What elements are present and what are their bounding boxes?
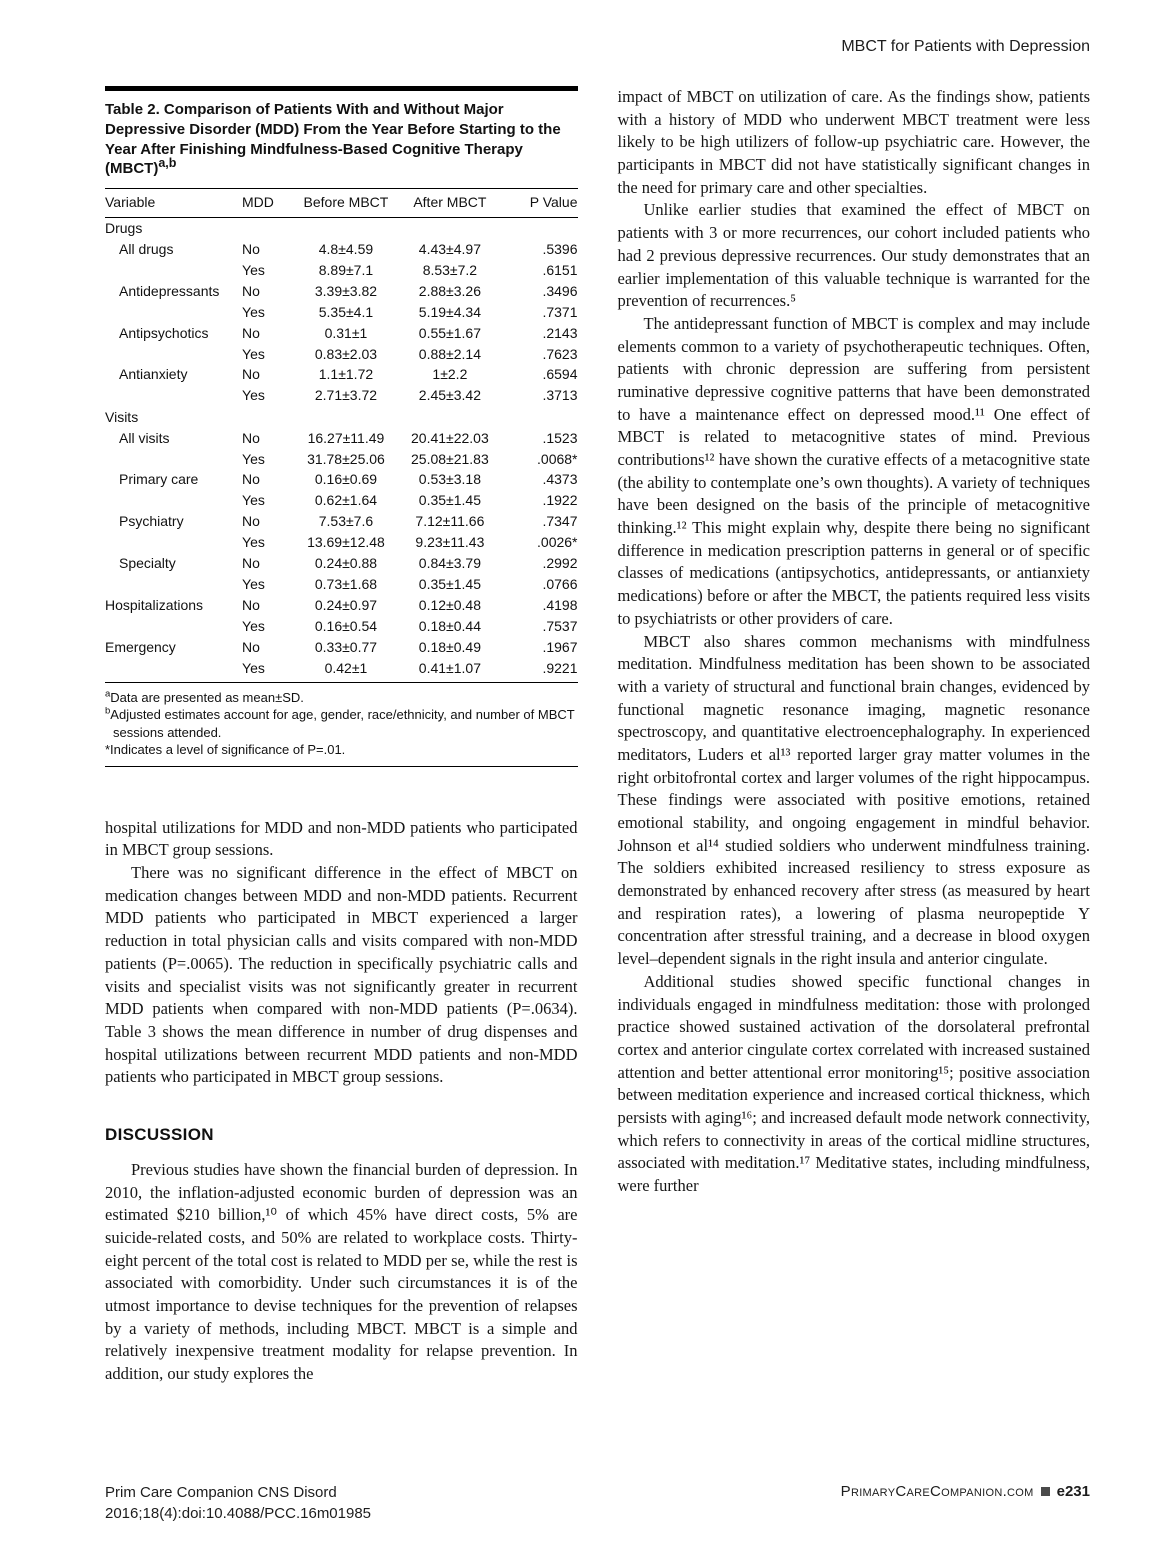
table-row <box>105 240 578 261</box>
table-body <box>105 218 578 682</box>
table-variable-cell: Emergency <box>105 638 176 655</box>
left-column <box>105 86 578 1386</box>
table-after-cell: 2.88±3.26 <box>418 282 481 299</box>
table-pvalue-cell: .7371 <box>542 303 578 320</box>
table-pvalue-cell: .5396 <box>542 241 578 257</box>
table-row <box>105 428 578 449</box>
table-footnote: $^b$Adjusted estimates account for age, gender, race/ethnicity, and number of MBCT sessions attended. <box>105 705 575 740</box>
table-mdd-cell: No <box>242 638 260 655</box>
table-after-cell: 0.18±0.49 <box>418 638 481 655</box>
table-variable-cell <box>105 344 242 365</box>
table-after-cell: 4.43±4.97 <box>418 241 481 257</box>
table-header-row <box>105 189 578 218</box>
table-row <box>105 365 578 386</box>
right-body-text <box>618 86 1091 1198</box>
table-variable-cell: All visits <box>119 429 170 446</box>
table-before-cell: 16.27±11.49 <box>307 429 385 446</box>
table-title-superscript: a,b <box>158 156 177 171</box>
table-after-cell: 1±2.2 <box>432 366 468 383</box>
col-header-variable: Variable <box>105 189 242 218</box>
table-pvalue-cell: .4373 <box>542 471 578 488</box>
table-after-cell: 0.53±3.18 <box>418 471 481 488</box>
table-variable-cell: Antipsychotics <box>119 324 209 341</box>
table-before-cell: 8.89±7.1 <box>318 261 374 278</box>
table-pvalue-cell: .7537 <box>542 617 578 634</box>
table-section-row <box>105 407 578 428</box>
table-after-cell: 0.35±1.45 <box>418 492 481 509</box>
table-pvalue-cell: .0766 <box>542 576 578 592</box>
footer-journal-name: Prim Care Companion CNS Disord <box>105 1484 337 1501</box>
table-section-label: Drugs <box>105 220 143 237</box>
table-before-cell: 0.42±1 <box>294 658 398 682</box>
table-row <box>105 595 578 616</box>
table-before-cell: 0.83±2.03 <box>314 345 378 362</box>
table-pvalue-cell: .2143 <box>542 324 578 341</box>
table-title-bar <box>105 86 578 188</box>
table-after-cell: 2.45±3.42 <box>418 387 481 404</box>
table-row <box>105 512 578 533</box>
table-row <box>105 533 578 554</box>
col-header-pvalue: P Value <box>502 189 578 218</box>
table-variable-cell: Psychiatry <box>119 513 184 530</box>
table-pvalue-cell: .3496 <box>542 282 578 299</box>
table-mdd-cell: Yes <box>242 658 294 682</box>
paragraph: Additional studies showed specific functional changes in individuals engaged in mindfulness meditation: those with prolonged practice showed sustained activation of the dorsolateral prefrontal cortex and anterior cingulate cortex correlated with increased sustained attention and better attentional error monitoring¹⁵; positive association between meditation experience and increased cortical thickness, which persists with aging¹⁶; and increased default mode network connectivity, which refers to connectivity in areas of the cortical midline structures, associated with meditation.¹⁷ Meditative states, including mindfulness, were further <box>617 971 1090 1195</box>
table-after-cell: 9.23±11.43 <box>415 534 485 551</box>
table-after-cell: 7.12±11.66 <box>415 513 485 530</box>
table-pvalue-cell: .6594 <box>542 366 578 383</box>
table-mdd-cell: No <box>242 324 260 341</box>
table-variable-cell <box>105 449 242 470</box>
col-header-before: Before MBCT <box>294 189 398 218</box>
table-mdd-cell: No <box>242 471 260 488</box>
table-after-cell: 0.84±3.79 <box>418 555 481 572</box>
paragraph: Unlike earlier studies that examined the effect of MBCT on patients with 3 or more recurrences, our cohort included patients who had 2 previous depressive recurrences. Our study demonstrates that an earlier implementation of this valuable technique is warranted for the prevention of recurrences.⁵ <box>617 200 1090 311</box>
table-after-cell: 5.19±4.34 <box>418 303 481 320</box>
table-before-cell: 0.16±0.54 <box>314 617 378 634</box>
table-variable-cell <box>105 302 242 323</box>
table-pvalue-cell: .0068* <box>537 450 578 467</box>
left-body-text <box>105 817 578 1089</box>
two-column-layout <box>105 86 1090 1386</box>
discussion-text <box>105 1159 578 1386</box>
table-before-cell: 0.16±0.69 <box>314 471 378 488</box>
paragraph: impact of MBCT on utilization of care. As the findings show, patients with a history of MDD who underwent MBCT treatment were less likely to be high utilizers of follow-up psychiatric care. However, the participants in MBCT did not have statistically significant changes in the need for primary care and other specialties. <box>617 87 1090 197</box>
paragraph: hospital utilizations for MDD and non-MDD patients who participated in MBCT group sessions. <box>105 817 578 860</box>
footer-doi: 2016;18(4):doi:10.4088/PCC.16m01985 <box>105 1505 372 1522</box>
table-before-cell: 31.78±25.06 <box>307 450 385 467</box>
table-row <box>105 616 578 637</box>
table-pvalue-cell: .3713 <box>542 387 578 404</box>
table-after-cell: 20.41±22.03 <box>411 429 489 446</box>
paragraph: Previous studies have shown the financial burden of depression. In 2010, the inflation-adjusted economic burden of depression was an estimated $210 billion,¹⁰ of which 45% have direct costs, 5% are suicide-related costs, and 50% are related to workplace costs. Thirty-eight percent of the total cost is related to MDD per se, while the rest is associated with comorbidity. Under such circumstances it is of the utmost importance to devise techniques for the prevention of relapses by a variety of methods, including MBCT. MBCT is a simple and relatively inexpensive treatment modality for relapse prevention. In addition, our study explores the <box>105 1159 578 1384</box>
table-row <box>105 344 578 365</box>
table-pvalue-cell: .9221 <box>502 658 578 682</box>
right-column <box>618 86 1091 1386</box>
comparison-table <box>105 188 578 682</box>
table-mdd-cell: Yes <box>242 345 265 362</box>
footer-square-icon <box>1041 1487 1050 1496</box>
table-before-cell: 2.71±3.72 <box>314 387 378 404</box>
col-header-after: After MBCT <box>398 189 502 218</box>
table-mdd-cell: Yes <box>242 387 265 404</box>
table-after-cell: 0.88±2.14 <box>418 345 481 362</box>
table-variable-cell: Specialty <box>119 555 176 572</box>
table-pvalue-cell: .6151 <box>542 261 578 278</box>
table-variable-cell: All drugs <box>119 241 174 257</box>
table-after-cell: 0.12±0.48 <box>418 596 481 613</box>
table-before-cell: 13.69±12.48 <box>307 534 385 551</box>
footer-page-number: e231 <box>1056 1483 1090 1500</box>
table-variable-cell <box>105 491 242 512</box>
table-row <box>105 491 578 512</box>
table-after-cell: 8.53±7.2 <box>422 261 478 278</box>
table-after-cell: 0.41±1.07 <box>398 658 502 682</box>
table-before-cell: 0.33±0.77 <box>314 638 378 655</box>
table-mdd-cell: No <box>242 429 260 446</box>
table-mdd-cell: No <box>242 596 260 613</box>
discussion-heading: DISCUSSION <box>105 1124 214 1144</box>
table-mdd-cell: No <box>242 513 260 530</box>
table-pvalue-cell: .0026* <box>537 534 578 551</box>
table-title-text: Table 2. Comparison of Patients With and Without Major Depressive Disorder (MDD) From the Year Before Starting to the Year After Finishing Mindfulness-Based Cognitive Therapy (MBCT) <box>105 101 561 178</box>
table-before-cell: 0.31±1 <box>324 324 368 341</box>
running-head: MBCT for Patients with Depression <box>841 38 1090 55</box>
table-2 <box>105 86 578 767</box>
table-row <box>105 658 578 682</box>
table-mdd-cell: No <box>242 241 260 257</box>
table-pvalue-cell: .7623 <box>542 345 578 362</box>
table-section-label: Visits <box>105 408 139 425</box>
table-variable-cell <box>105 533 242 554</box>
table-after-cell: 0.18±0.44 <box>418 617 481 634</box>
footer-site-name: PrimaryCareCompanion.com <box>840 1483 1034 1500</box>
table-footnote: $^a$Data are presented as mean±SD. <box>105 688 304 705</box>
table-row <box>105 449 578 470</box>
paragraph: The antidepressant function of MBCT is complex and may include elements common to a variety of psychotherapeutic techniques. Often, patients with chronic depression are suffering from persistent ruminative depressive cognitive patterns that have been demonstrated to have a maintenance effect on depressed mood.¹¹ One effect of MBCT is related to metacognitive states of mind. Previous contributions¹² have shown the curative effects of a metacognitive state (the ability to contemplate one’s own thoughts). A variety of techniques have been designed on the basis of the principle of metacognitive thinking.¹² This might explain why, despite there being no significant difference in medication prescription patterns in general or of specific classes of medications (antipsychotics, antidepressants, or antianxiety medications) before or after the MBCT, the patients required less visits to psychiatrists or other providers of care. <box>617 313 1090 628</box>
table-variable-cell: Antianxiety <box>119 366 188 383</box>
table-before-cell: 0.62±1.64 <box>314 492 378 509</box>
table-row <box>105 470 578 491</box>
table-footnote: *Indicates a level of significance of P=.01. <box>105 742 346 758</box>
table-mdd-cell: No <box>242 555 260 572</box>
table-section-row <box>105 218 578 240</box>
table-pvalue-cell: .1523 <box>542 429 578 446</box>
table-row <box>105 637 578 658</box>
table-row <box>105 386 578 407</box>
table-before-cell: 5.35±4.1 <box>318 303 374 320</box>
table-pvalue-cell: .1922 <box>542 492 578 509</box>
table-mdd-cell: Yes <box>242 450 265 467</box>
table-variable-cell <box>105 260 242 281</box>
table-row <box>105 554 578 575</box>
table-row <box>105 575 578 596</box>
table-mdd-cell: Yes <box>242 534 265 551</box>
table-before-cell: 3.39±3.82 <box>314 282 378 299</box>
footer-site-info <box>841 1482 1090 1500</box>
table-before-cell: 1.1±1.72 <box>318 366 374 383</box>
table-after-cell: 25.08±21.83 <box>411 450 489 467</box>
table-mdd-cell: No <box>242 366 260 383</box>
table-before-cell: 0.73±1.68 <box>314 576 378 592</box>
table-variable-cell <box>105 386 242 407</box>
footer-journal-info <box>105 1482 371 1524</box>
table-title <box>105 100 578 188</box>
table-header <box>105 189 578 218</box>
table-pvalue-cell: .7347 <box>542 513 578 530</box>
table-mdd-cell: Yes <box>242 617 265 634</box>
table-variable-cell: Hospitalizations <box>105 596 204 613</box>
table-pvalue-cell: .1967 <box>542 638 578 655</box>
table-mdd-cell: No <box>242 282 260 299</box>
table-variable-cell: Primary care <box>119 471 199 488</box>
table-after-cell: 0.55±1.67 <box>418 324 481 341</box>
table-before-cell: 0.24±0.97 <box>314 596 378 613</box>
table-row <box>105 281 578 302</box>
table-variable-cell <box>105 658 242 682</box>
table-before-cell: 0.24±0.88 <box>314 555 378 572</box>
paragraph: There was no significant difference in the effect of MBCT on medication changes between MDD and non-MDD patients. Recurrent MDD patients who participated in MBCT experienced a larger reduction in total physician calls and visits compared with non-MDD patients (P=.0065). The reduction in specifically psychiatric calls and visits and specialist visits was not significantly greater in recurrent MDD patients when compared with non-MDD patients (P=.0634). Table 3 shows the mean difference in number of drug dispenses and hospital utilizations between recurrent MDD patients and non-MDD patients who participated in MBCT group sessions. <box>105 863 578 1087</box>
table-variable-cell <box>105 616 242 637</box>
table-after-cell: 0.35±1.45 <box>418 576 481 592</box>
table-pvalue-cell: .4198 <box>542 596 578 613</box>
table-mdd-cell: Yes <box>242 492 265 509</box>
table-variable-cell: Antidepressants <box>119 282 220 299</box>
table-row <box>105 323 578 344</box>
table-mdd-cell: Yes <box>242 576 265 592</box>
table-row <box>105 302 578 323</box>
page-footer <box>105 1482 1090 1524</box>
col-header-mdd: MDD <box>242 189 294 218</box>
table-row <box>105 260 578 281</box>
table-variable-cell <box>105 575 242 596</box>
table-before-cell: 4.8±4.59 <box>318 241 374 257</box>
table-footnotes <box>105 683 578 767</box>
table-mdd-cell: Yes <box>242 303 265 320</box>
table-mdd-cell: Yes <box>242 261 265 278</box>
table-pvalue-cell: .2992 <box>542 555 578 572</box>
table-before-cell: 7.53±7.6 <box>318 513 374 530</box>
paragraph: MBCT also shares common mechanisms with mindfulness meditation. Mindfulness meditation has been shown to be associated with a variety of structural and functional brain changes, evidenced by functional magnetic resonance imaging, magnetic resonance spectroscopy, and quantitative electroencephalography. In experienced meditators, Luders et al¹³ reported larger gray matter volumes in the right orbitofrontal cortex and larger volumes of the right hippocampus. These findings were associated with positive emotions, retained emotional stability, and ongoing engagement in mindful behavior. Johnson et al¹⁴ studied soldiers who underwent mindfulness training. The soldiers exhibited increased resiliency to stress exposure as demonstrated by enhanced recovery after stress (as measured by heart and respiration rates), a lowering of plasma neuropeptide Y concentration after stressful training, and a decrease in blood oxygen level–dependent signals in the right insula and anterior cingulate. <box>617 631 1090 969</box>
